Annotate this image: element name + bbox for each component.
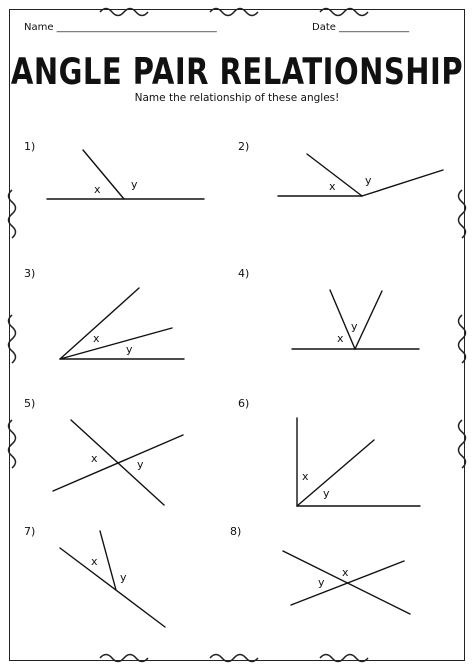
problem-4-number: 4): [238, 267, 250, 280]
problem-1-number: 1): [24, 140, 36, 153]
problem-6-number: 6): [238, 397, 250, 410]
p4-label-y: y: [351, 320, 358, 333]
p6-label-x: x: [302, 470, 309, 483]
problem-7-number: 7): [24, 525, 36, 538]
p4-label-x: x: [337, 332, 344, 345]
date-label: Date: [312, 22, 336, 33]
p8-label-x: x: [342, 566, 349, 579]
problem-8-number: 8): [230, 525, 242, 538]
p5-label-y: y: [137, 458, 144, 471]
p1-label-x: x: [94, 183, 101, 196]
problem-2-number: 2): [238, 140, 250, 153]
page-subtitle: Name the relationship of these angles!: [134, 92, 340, 104]
p1-label-y: y: [131, 178, 138, 191]
problem-5-number: 5): [24, 397, 36, 410]
p3-label-y: y: [126, 343, 133, 356]
p2-label-y: y: [365, 174, 372, 187]
p2-label-x: x: [329, 180, 336, 193]
p6-label-y: y: [323, 487, 330, 500]
p5-label-x: x: [91, 452, 98, 465]
p8-label-y: y: [318, 576, 325, 589]
page-title: ANGLE PAIR RELATIONSHIP: [10, 50, 464, 93]
p7-label-y: y: [120, 571, 127, 584]
p3-label-x: x: [93, 332, 100, 345]
date-line[interactable]: ______________: [339, 22, 410, 33]
problem-3-number: 3): [24, 267, 36, 280]
name-label: Name: [24, 22, 54, 33]
name-line[interactable]: ________________________________: [56, 22, 217, 33]
p7-label-x: x: [91, 555, 98, 568]
